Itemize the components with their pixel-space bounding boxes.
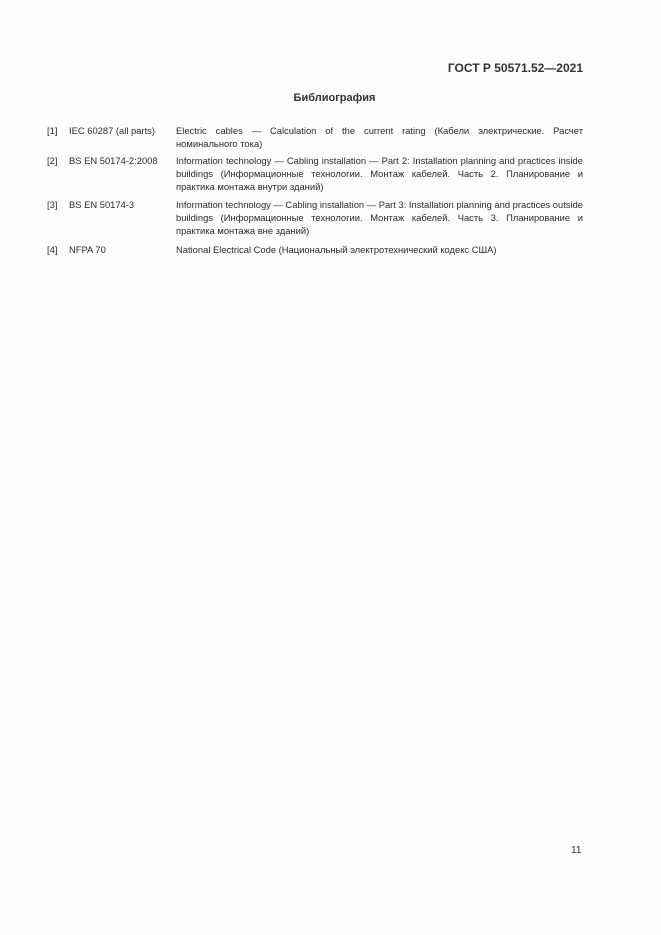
entry-number: [2] <box>47 155 58 166</box>
entry-description: Information technology — Cabling installation — Part 3: Installation planning and practices outside buildings (Информационные технологии. Монтаж кабелей. Часть 3. Планирование и практика монтажа вне зданий) <box>176 199 584 236</box>
entry-number: [4] <box>47 244 58 255</box>
entry-number: [3] <box>47 199 58 210</box>
entry-code: BS EN 50174-2:2008 <box>69 155 158 166</box>
section-title: Библиография <box>293 92 376 104</box>
entry-code: BS EN 50174-3 <box>69 199 135 210</box>
entry-code: NFPA 70 <box>69 244 106 255</box>
entry-description: National Electrical Code (Национальный электротехнический кодекс США) <box>176 244 497 255</box>
entry-number: [1] <box>47 125 58 136</box>
entry-code: IEC 60287 (all parts) <box>69 125 155 136</box>
page-number: 11 <box>571 845 582 856</box>
entry-description: Information technology — Cabling installation — Part 2: Installation planning and practices inside buildings (Информационные технологии. Монтаж кабелей. Часть 2. Планирование и практика монтажа внутри зданий) <box>176 155 583 192</box>
standard-id: ГОСТ Р 50571.52—2021 <box>447 61 583 75</box>
entry-description: Electric cables — Calculation of the current rating (Кабели электрические. Расчет номинального тока) <box>176 125 583 149</box>
